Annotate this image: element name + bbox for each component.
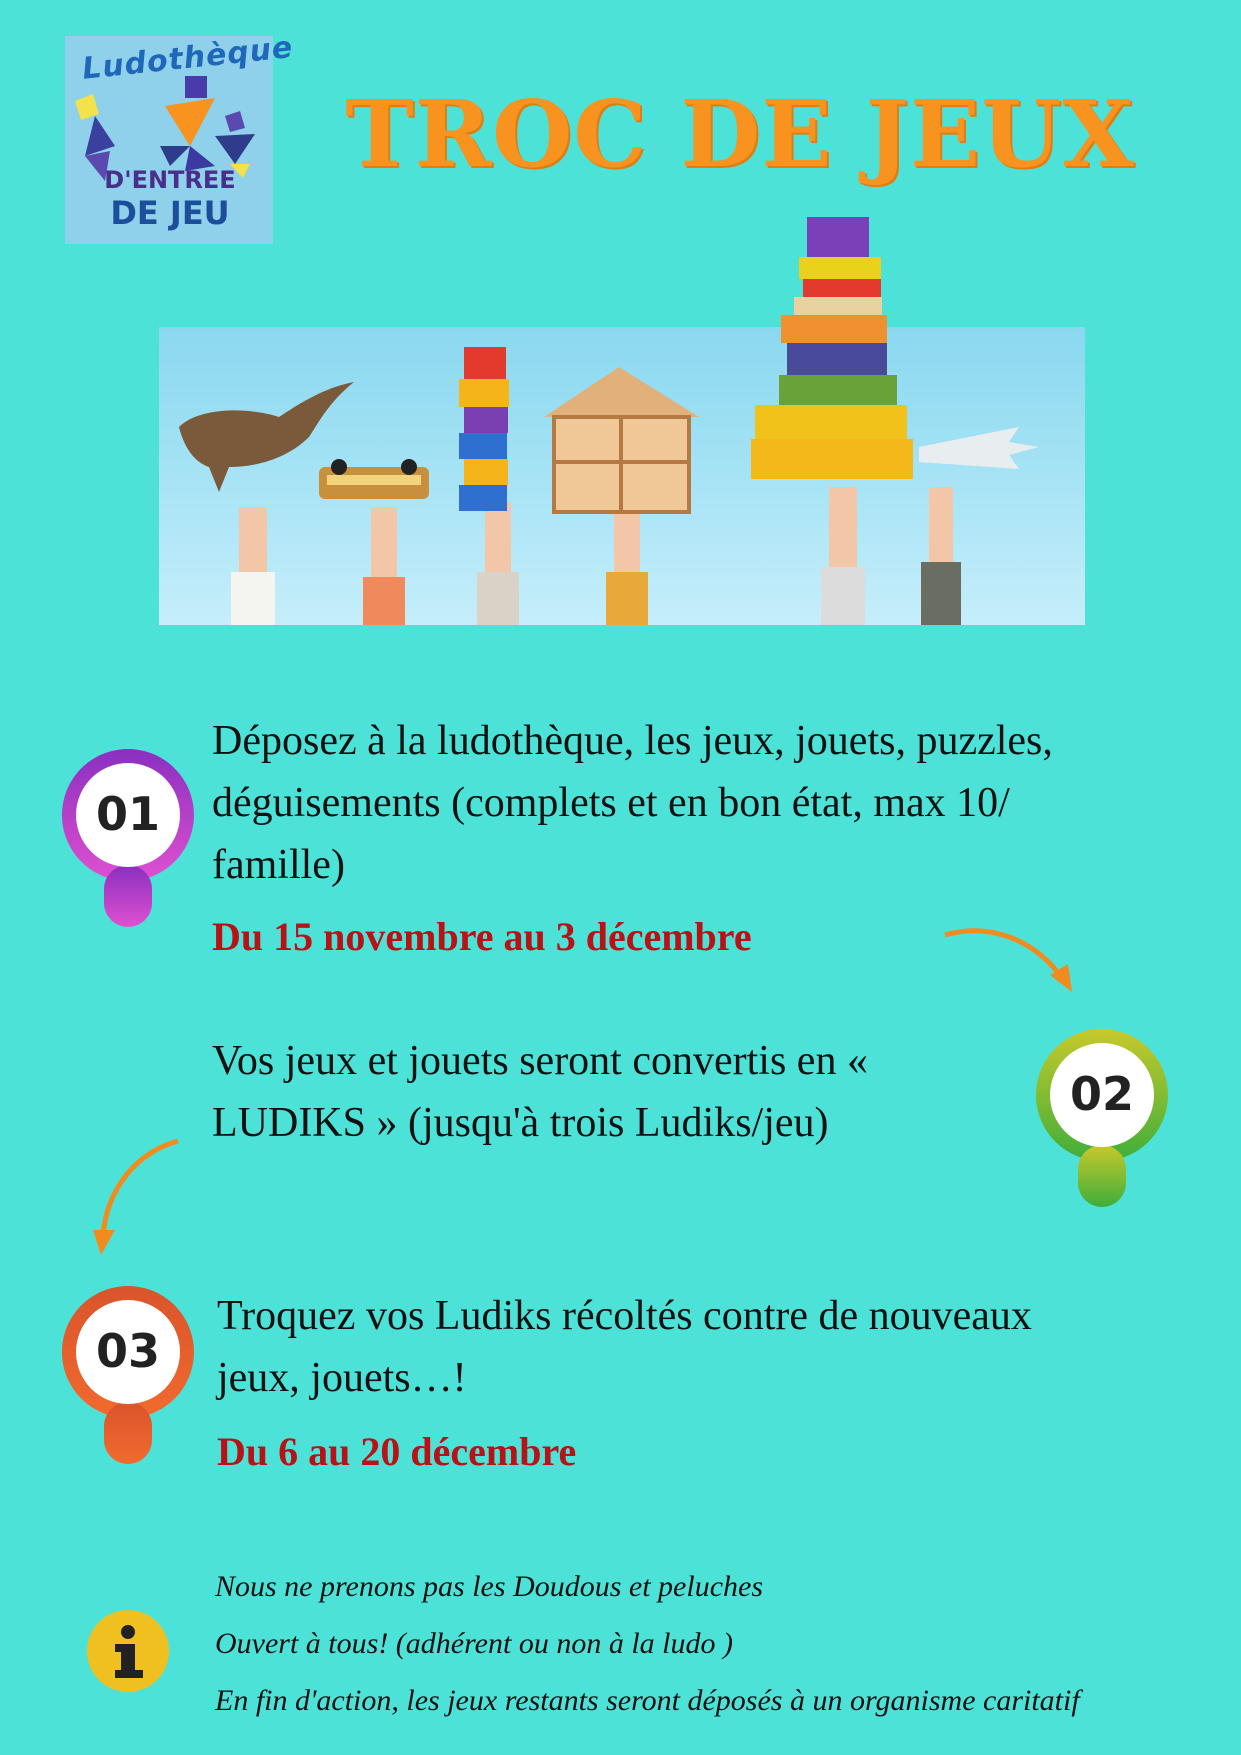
info-note: En fin d'action, les jeux restants seront déposés à un organisme caritatif (215, 1684, 1080, 1717)
step-number: 02 (1069, 1067, 1134, 1121)
info-note: Nous ne prenons pas les Doudous et peluches (215, 1570, 763, 1603)
step-02-text: Vos jeux et jouets seront convertis en « LUDIKS » (jusqu'à trois Ludiks/jeu) (212, 1038, 868, 1146)
info-note: Ouvert à tous! (adhérent ou non à la ludo ) (215, 1627, 733, 1660)
step-01-date: Du 15 novembre au 3 décembre (212, 914, 752, 959)
step-03-text: Troquez vos Ludiks récoltés contre de nouveaux jeux, jouets…! (217, 1293, 1032, 1401)
toys-banner-image (159, 327, 1085, 625)
page-title: TROC DE JEUX (345, 80, 1135, 188)
info-icon (87, 1610, 169, 1692)
arrow-to-step-02-icon (940, 920, 1080, 1000)
arrow-to-step-03-icon (85, 1135, 185, 1260)
step-02-marker (1032, 1025, 1172, 1215)
info-notes (215, 1558, 1195, 1729)
step-03-marker (58, 1282, 198, 1472)
logo-subtitle-line1: D'ENTREE (104, 166, 236, 194)
step-03-date: Du 6 au 20 décembre (217, 1429, 577, 1474)
logo-subtitle-line2: DE JEU (110, 194, 230, 232)
step-number: 03 (95, 1324, 160, 1378)
step-01-text: Déposez à la ludothèque, les jeux, jouets, puzzles, déguisements (complets et en bon état, max 10/ famille) (212, 718, 1053, 888)
step-number: 01 (95, 787, 160, 841)
step-01-marker (58, 745, 198, 935)
ludotheque-logo (65, 29, 295, 244)
logo-title: Ludothèque (80, 29, 295, 87)
